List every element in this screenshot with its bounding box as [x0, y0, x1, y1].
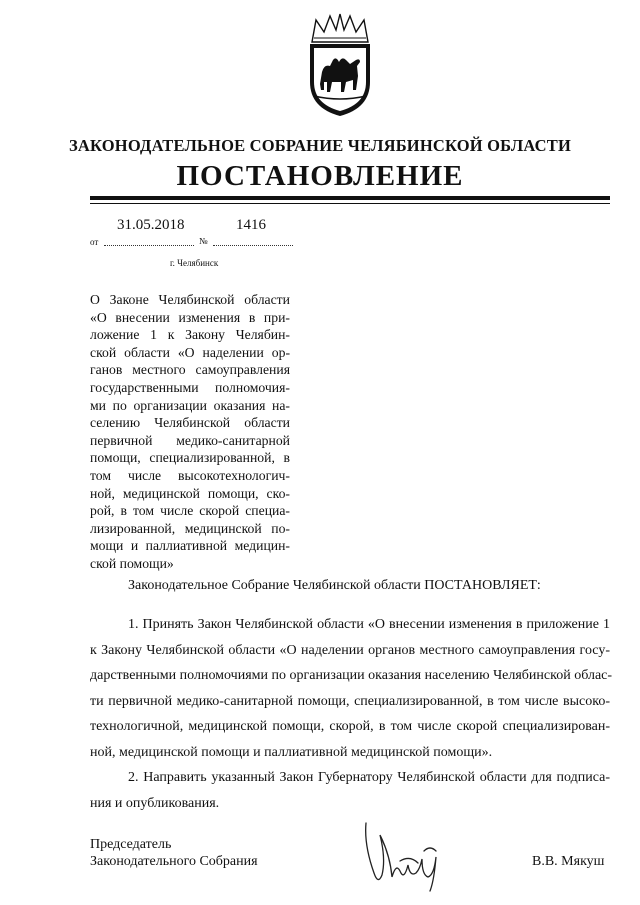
document-date: 31.05.2018 — [117, 217, 185, 233]
resolution-preamble: Законодательное Собрание Челябинской области ПОСТАНОВЛЯЕТ: — [128, 578, 541, 593]
number-label: № — [199, 236, 208, 246]
organization-title: ЗАКОНОДАТЕЛЬНОЕ СОБРАНИЕ ЧЕЛЯБИНСКОЙ ОБЛАСТИ — [68, 136, 572, 155]
paragraph-line: технологичной, медицинской помощи, скорой, в том числе скорой специализирован- — [90, 719, 610, 734]
number-line — [213, 245, 293, 246]
subject-line: ской помощи» — [90, 555, 174, 571]
document-type-title: ПОСТАНОВЛЕНИЕ — [176, 160, 464, 192]
subject-line: государственными полномочия- — [90, 379, 290, 395]
paragraph-line: 2. Направить указанный Закон Губернатору Челябинской области для подписа- — [128, 770, 610, 785]
signatory-title-line: Законодательного Собрания — [90, 854, 258, 869]
from-label: от — [90, 237, 99, 247]
subject-line: «О внесении изменения в при- — [90, 309, 290, 325]
document-number: 1416 — [236, 217, 266, 233]
paragraph-line: ти первичной медико-санитарной помощи, специализированной, в том числе высоко- — [90, 693, 610, 709]
date-line — [104, 245, 194, 246]
subject-line: ной, медицинской помощи, ско- — [90, 485, 290, 501]
subject-line: помощи, специализированной, в — [90, 450, 290, 466]
subject-line: том числе высокотехнологич- — [90, 467, 290, 483]
paragraph-1 — [90, 612, 613, 765]
subject-line: селению Челябинской области — [90, 415, 290, 431]
subject-line: О Законе Челябинской области — [90, 292, 290, 307]
paragraph-line: 1. Принять Закон Челябинской области «О внесении изменения в приложение 1 — [128, 617, 610, 632]
subject-line: ложение 1 к Закону Челябин- — [90, 327, 290, 343]
signatory-title-line: Председатель — [90, 837, 172, 852]
city-label: г. Челябинск — [170, 258, 219, 268]
signatory-name: В.В. Мякуш — [532, 854, 605, 869]
signatory-title — [90, 836, 258, 870]
paragraph-line: ния и опубликования. — [90, 795, 220, 811]
coat-of-arms-icon — [300, 12, 380, 118]
subject-line: ми по организации оказания на- — [90, 397, 290, 413]
header-rule-thick — [90, 196, 610, 200]
paragraph-line: дарственными полномочиями по организации оказания населению Челябинской облас- — [90, 668, 613, 683]
subject-line: ской области «О наделении ор- — [90, 344, 290, 360]
handwritten-signature — [360, 815, 460, 895]
header-rule-thin — [90, 203, 610, 204]
document-subject — [90, 291, 290, 573]
subject-line: ганов местного самоуправления — [90, 362, 290, 378]
subject-line: первичной медико-санитарной — [90, 432, 290, 448]
paragraph-line: ной, медицинской помощи и паллиативной медицинской помощи». — [90, 744, 493, 760]
resolution-body — [90, 612, 613, 816]
paragraph-line: к Закону Челябинской области «О наделении органов местного самоуправления госу- — [90, 642, 610, 658]
subject-line: рой, в том числе скорой специа- — [90, 503, 290, 519]
paragraph-2 — [90, 765, 610, 816]
subject-line: мощи и паллиативной медицин- — [90, 538, 290, 554]
subject-line: лизированной, медицинской по- — [90, 520, 290, 536]
